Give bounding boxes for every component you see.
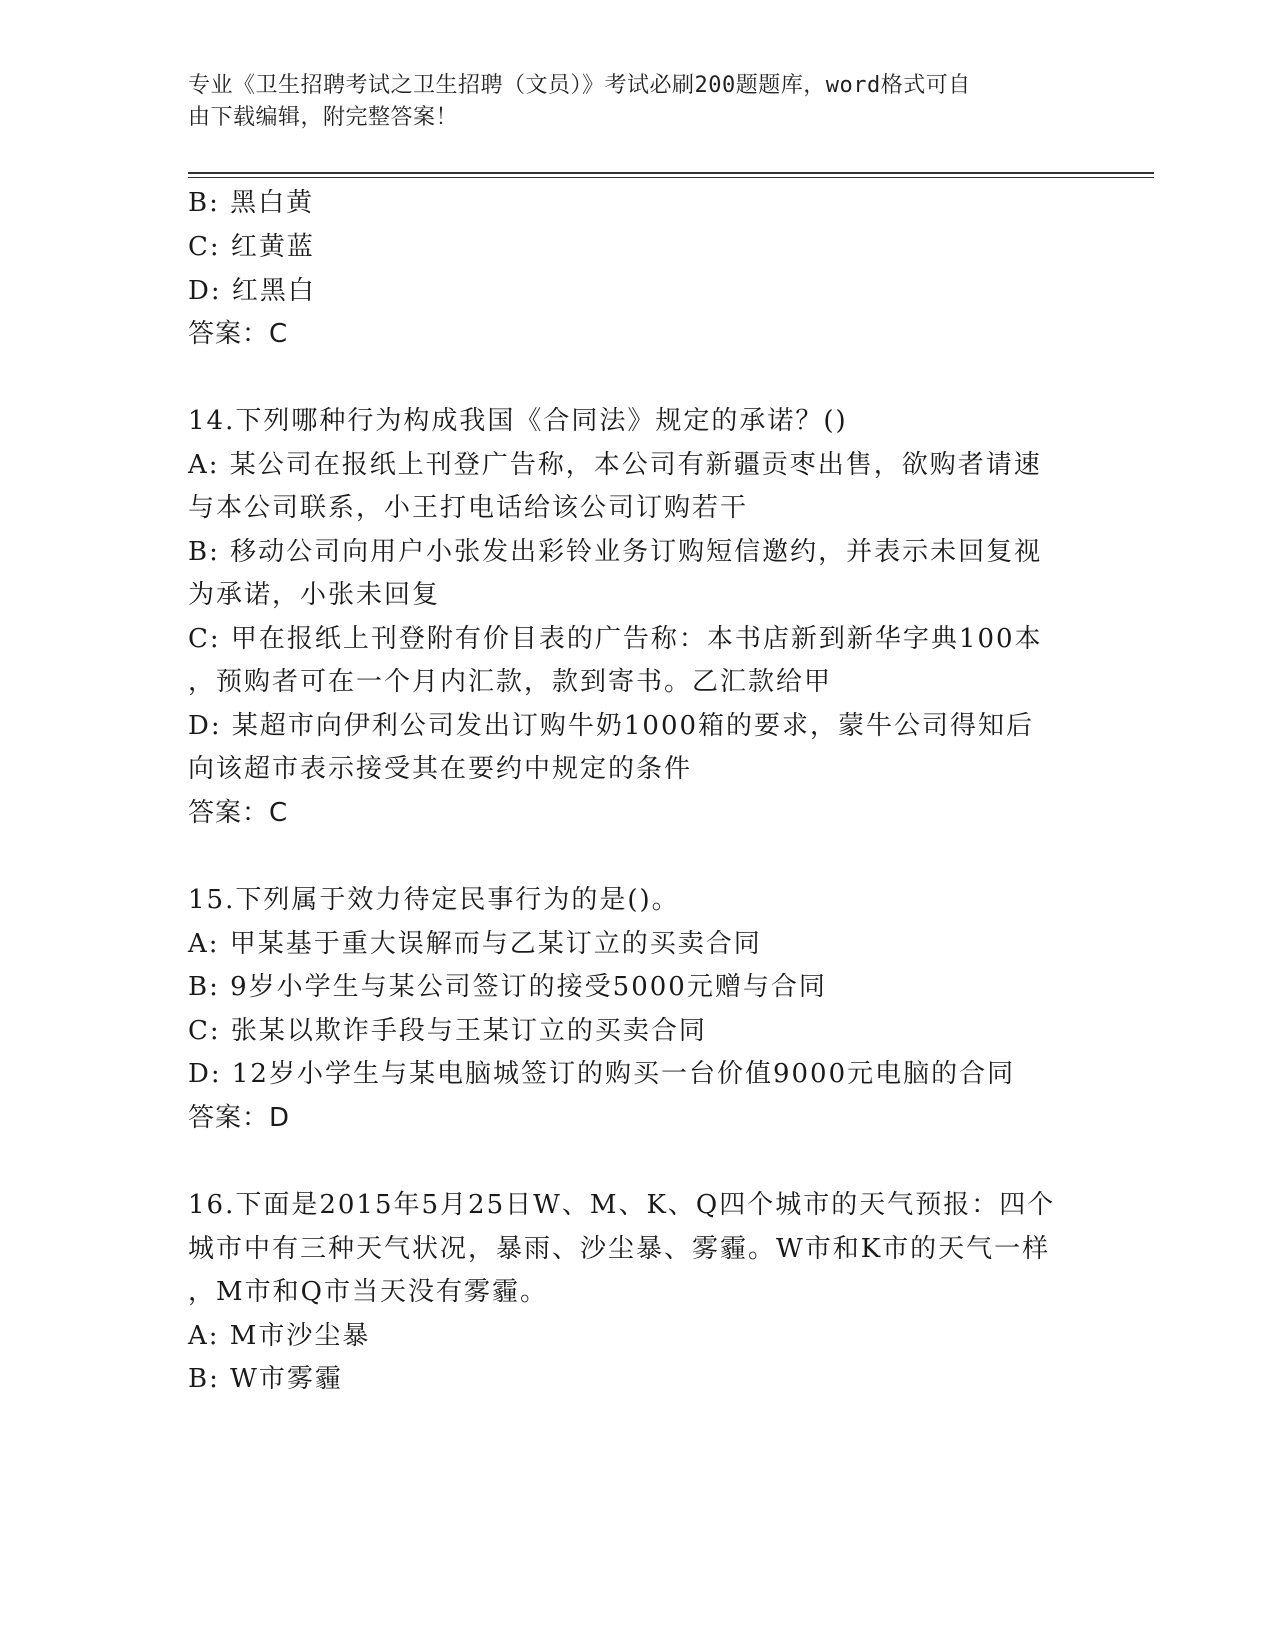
header-line-1: 专业《卫生招聘考试之卫生招聘（文员）》考试必刷200题题库，word格式可自	[188, 73, 971, 98]
q14-option-a-line-2: 与本公司联系，小王打电话给该公司订购若干	[188, 493, 749, 523]
q16-option-b: B: W市雾霾	[188, 1364, 343, 1394]
header-divider-bottom	[188, 177, 1154, 178]
q13-answer: 答案：C	[188, 319, 289, 349]
q15-option-d: D: 12岁小学生与某电脑城签订的购买一台价值9000元电脑的合同	[188, 1059, 1016, 1089]
q13-option-d: D: 红黑白	[188, 276, 316, 306]
q13-option-c: C: 红黄蓝	[188, 232, 315, 262]
q16-stem-line-2: 城市中有三种天气状况，暴雨、沙尘暴、雾霾。W市和K市的天气一样	[188, 1234, 1051, 1264]
q15-option-c: C: 张某以欺诈手段与王某订立的买卖合同	[188, 1016, 707, 1046]
q14-option-d-line-1: D: 某超市向伊利公司发出订购牛奶1000箱的要求，蒙牛公司得知后	[188, 711, 1035, 741]
q15-answer: 答案：D	[188, 1103, 291, 1133]
q14-option-c-line-1: C: 甲在报纸上刊登附有价目表的广告称：本书店新到新华字典100本	[188, 624, 1043, 654]
q15-option-a: A: 甲某基于重大误解而与乙某订立的买卖合同	[188, 929, 762, 959]
q14-option-c-line-2: ，预购者可在一个月内汇款，款到寄书。乙汇款给甲	[188, 667, 833, 697]
header-line-2: 由下载编辑，附完整答案！	[188, 105, 459, 130]
q14-option-d-line-2: 向该超市表示接受其在要约中规定的条件	[188, 754, 693, 784]
q13-option-b: B: 黑白黄	[188, 188, 315, 218]
q16-stem-line-1: 16.下面是2015年5月25日W、M、K、Q四个城市的天气预报：四个	[188, 1190, 1056, 1220]
q14-option-a-line-1: A: 某公司在报纸上刊登广告称，本公司有新疆贡枣出售，欲购者请速	[188, 450, 1042, 480]
header-divider-top	[188, 172, 1154, 174]
q15-option-b: B: 9岁小学生与某公司签订的接受5000元赠与合同	[188, 972, 827, 1002]
q14-option-b-line-1: B: 移动公司向用户小张发出彩铃业务订购短信邀约，并表示未回复视	[188, 537, 1043, 567]
q16-option-a: A: M市沙尘暴	[188, 1321, 371, 1351]
q14-answer: 答案：C	[188, 798, 289, 828]
q15-stem: 15.下列属于效力待定民事行为的是()。	[188, 885, 680, 915]
q14-option-b-line-2: 为承诺，小张未回复	[188, 580, 441, 610]
q16-stem-line-3: ，M市和Q市当天没有雾霾。	[188, 1277, 548, 1307]
q14-stem: 14.下列哪种行为构成我国《合同法》规定的承诺？()	[188, 406, 848, 436]
document-header	[188, 70, 1088, 134]
